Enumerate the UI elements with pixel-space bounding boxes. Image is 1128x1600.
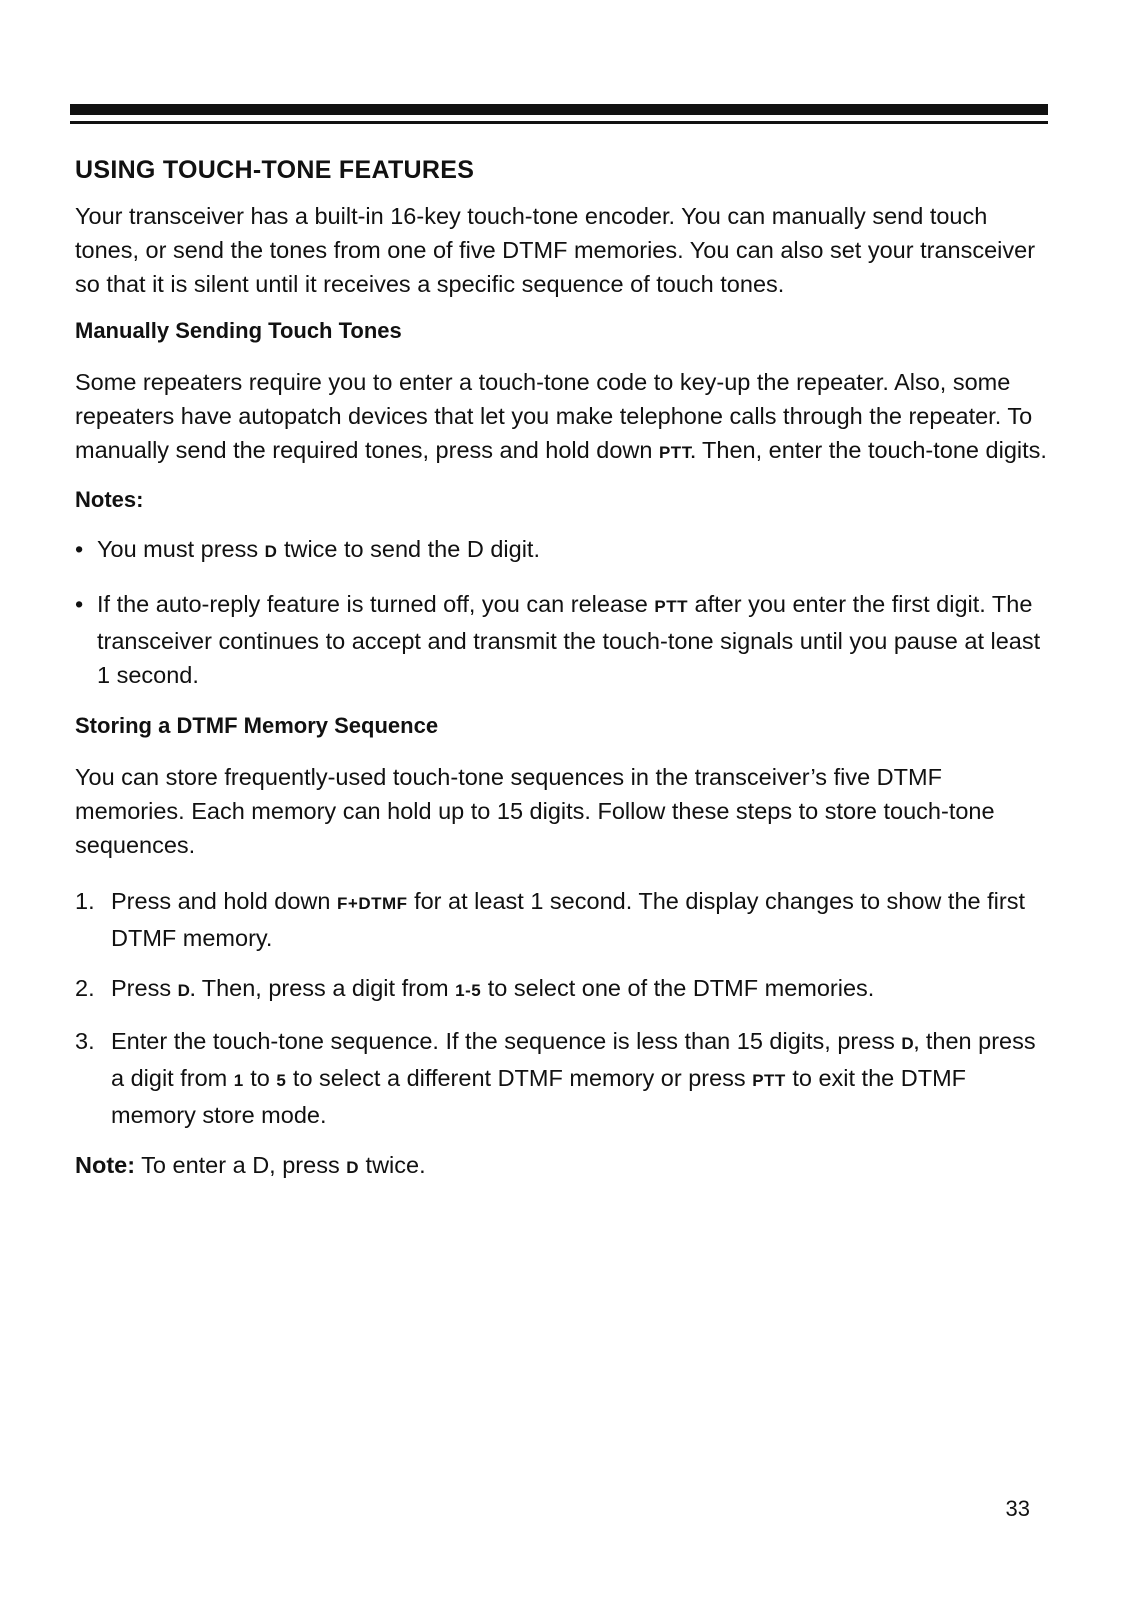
ptt-key-label: PTT — [654, 597, 688, 616]
bullet-dot: • — [75, 591, 84, 617]
notes-label: Notes: — [75, 487, 144, 512]
note-bullet: • You must press D twice to send the D digit. — [75, 532, 1047, 569]
d-key-label: D. — [177, 981, 196, 1000]
step-number: 3. — [75, 1028, 95, 1054]
ptt-key-label: PTT — [752, 1071, 786, 1090]
note-bullet: • If the auto-reply feature is turned off, you can release PTT after you enter the first digit. The transceiver continues to accept and transmit the touch-tone signals until you pause at least 1 second. — [75, 587, 1047, 692]
page-content — [75, 156, 1047, 1185]
d-key-label: D, — [901, 1034, 920, 1053]
ptt-key-label: PTT. — [658, 443, 696, 462]
manual-body-end: Then, enter the touch-tone digits. — [702, 437, 1047, 463]
step-item: 1. Press and hold down F+DTMF for at least 1 second. The display changes to show the first DTMF memory. — [75, 884, 1047, 955]
storing-steps — [75, 884, 1047, 1132]
step-number: 1. — [75, 888, 95, 914]
d-key-label: D — [346, 1158, 360, 1177]
intro-paragraph: Your transceiver has a built-in 16-key touch-tone encoder. You can manually send touch tones, or send the tones from one of five DTMF memories. You can also set your transceiver so that it is silent until it receives a specific sequence of touch tones. — [75, 203, 1036, 297]
digit-range-key-label: 1-5 — [455, 981, 482, 1000]
step-item: 2. Press D. Then, press a digit from 1-5 to select one of the DTMF memories. — [75, 971, 1047, 1008]
manual-body-text: Some repeaters require you to enter a touch-tone code to key-up the repeater. Also, some repeaters have autopatch devices that let you make telephone calls through the repeater. To manually send the required tones, press and hold down — [75, 369, 1033, 463]
bullet-dot: • — [75, 536, 84, 562]
d-key-label: D — [264, 542, 278, 561]
storing-heading: Storing a DTMF Memory Sequence — [75, 713, 439, 738]
final-note: Note: To enter a D, press D twice. — [75, 1152, 426, 1178]
manual-sending-heading: Manually Sending Touch Tones — [75, 318, 402, 343]
header-rule-thin — [70, 121, 1048, 124]
section-title: USING TOUCH-TONE FEATURES — [75, 156, 475, 184]
f-dtmf-key-label: F+DTMF — [337, 894, 408, 913]
notes-list — [75, 532, 1047, 692]
storing-paragraph: You can store frequently-used touch-tone sequences in the transceiver’s five DTMF memories. Each memory can hold up to 15 digits. Follow these steps to store touch-tone sequences. — [75, 764, 995, 858]
digit-key-label: 5 — [276, 1071, 287, 1090]
step-item: 3. Enter the touch-tone sequence. If the sequence is less than 15 digits, press D, then press a digit from 1 to 5 to select a different DTMF memory or press PTT to exit the DTMF memory store mode. — [75, 1024, 1047, 1132]
digit-key-label: 1 — [233, 1071, 244, 1090]
manual-sending-paragraph — [75, 365, 1047, 470]
header-rule-thick — [70, 104, 1048, 115]
step-number: 2. — [75, 975, 95, 1001]
page-number: 33 — [1005, 1496, 1030, 1521]
final-note-label: Note: — [75, 1152, 136, 1178]
